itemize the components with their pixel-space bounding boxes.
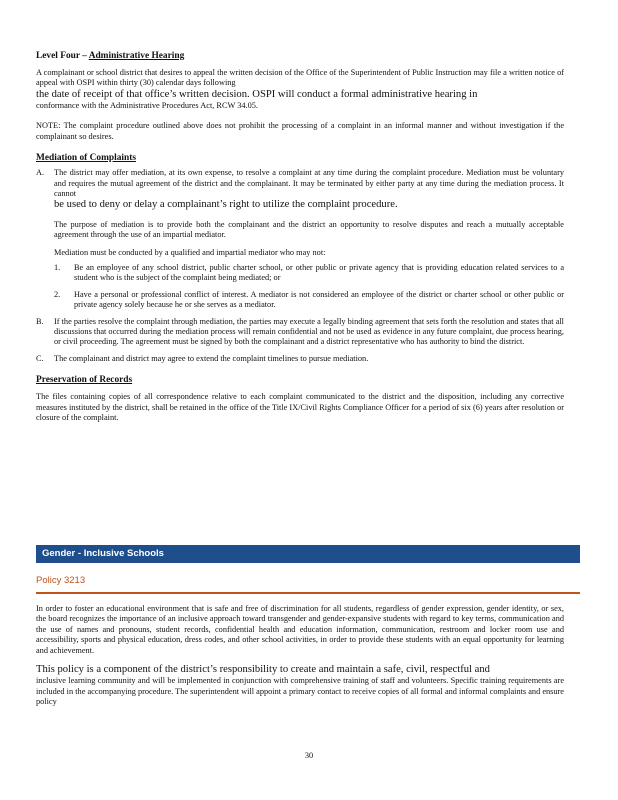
level-four-para1: A complainant or school district that desires to appeal the written decision of the Office of the Superintendent of Public Instruction may file a written notice of appeal with OSPI within thirty (30) calendar days following [36, 68, 564, 88]
gender-para2: inclusive learning community and will be implemented in conjunction with comprehensive training of staff and volunteers. Specific training requirements are included in the accompanying procedure. The superintendent will appoint a primary contact to receive copies of all formal and informal complaints and ensure policy [36, 676, 564, 707]
level-four-heading [36, 50, 564, 62]
subitem-2-text: Have a personal or professional conflict of interest. A mediator is not considered an employee of the district or charter school or other public or private agency solely because he or she serves as a mediator. [74, 289, 564, 310]
note-paragraph: NOTE: The complaint procedure outlined above does not prohibit the processing of a complaint in an informal manner and without investigation if the complainant so desires. [36, 121, 564, 141]
mediation-heading [36, 152, 564, 164]
gender-para1: In order to foster an educational environment that is safe and free of discrimination for all students, regardless of gender expression, gender identity, or sex, the board recognizes the importance of an inclusive approach toward transgender and gender-expansive students with regard to key terms, communication and the use of names and pronouns, student records, confidential health and education information, communication, restroom and locker room use and accessibility, sports and physical education, dress codes, and other school activities, in order to provide these students with an equal opportunity for learning and achievement. [36, 604, 564, 655]
item-a-marker: A. [36, 168, 45, 178]
item-b-text: If the parties resolve the complaint through mediation, the parties may execute a legally binding agreement that sets forth the resolution and states that all discussions that occurred during the mediation process will remain confidential and not be used as evidence in any future complaint, due process hearing, or civil proceeding. The agreement must be signed by both the complainant and a district representative who has authority to bind the district. [54, 316, 564, 347]
mediation-purpose: The purpose of mediation is to provide both the complainant and the district an opportunity to resolve disputes and reach a mutually acceptable agreement through the use of an impartial mediator. [54, 219, 564, 240]
preservation-heading [36, 374, 564, 386]
mediation-item-c [36, 354, 564, 364]
level-four-heading-prefix: Level Four – [36, 51, 89, 61]
mediation-qualified: Mediation must be conducted by a qualified and impartial mediator who may not: [54, 248, 326, 258]
level-four-para1-end: conformance with the Administrative Procedures Act, RCW 34.05. [36, 101, 258, 111]
mediation-subitem-1 [36, 263, 564, 284]
policy-number-label: Policy 3213 [36, 575, 86, 586]
level-four-heading-title: Administrative Hearing [88, 51, 185, 61]
item-a-text: The district may offer mediation, at its own expense, to resolve a complaint at any time during the complaint procedure. Mediation must be voluntary and requires the mutual agreement of the district and the complainant. It may be terminated by either party at any time during the mediation process. It cannot [54, 168, 564, 199]
gender-inclusive-banner [36, 545, 580, 563]
subitem-1-text: Be an employee of any school district, public charter school, or other public or private agency that is providing education related services to a student who is the subject of the complaint being mediated; or [74, 262, 564, 283]
item-b-marker: B. [36, 316, 44, 326]
mediation-item-a [36, 168, 564, 259]
policy-body [36, 604, 564, 707]
main-content [36, 50, 564, 423]
mediation-subitem-2 [36, 290, 564, 311]
subitem-1-marker: 1. [54, 262, 61, 272]
level-four-paragraph [36, 68, 564, 89]
mediation-heading-text: Mediation of Complaints [36, 153, 137, 164]
subitem-2-marker: 2. [54, 289, 61, 299]
preservation-heading-text: Preservation of Records [36, 375, 133, 386]
gender-para2-large: This policy is a component of the district’s responsibility to create and maintain a safe, civil, respectful and [36, 664, 490, 676]
page-number: 30 [304, 751, 314, 760]
gender-banner-title: Gender - Inclusive Schools [42, 548, 164, 559]
item-c-marker: C. [36, 353, 44, 363]
preservation-body: The files containing copies of all correspondence relative to each complaint communicated to the district and the disposition, including any corrective measures instituted by the district, shall be retained in the office of the Title IX/Civil Rights Compliance Officer for a period of six (6) years after resolution or closure of the complaint. [36, 392, 564, 422]
item-a-text-large: be used to deny or delay a complainant’s right to utilize the complaint procedure. [54, 199, 398, 211]
level-four-para1-large: the date of receipt of that office’s written decision. OSPI will conduct a formal administrative hearing in [36, 88, 478, 100]
policy-divider [36, 592, 580, 594]
mediation-item-b [36, 317, 564, 348]
item-c-text: The complainant and district may agree to extend the complaint timelines to pursue mediation. [54, 353, 369, 363]
